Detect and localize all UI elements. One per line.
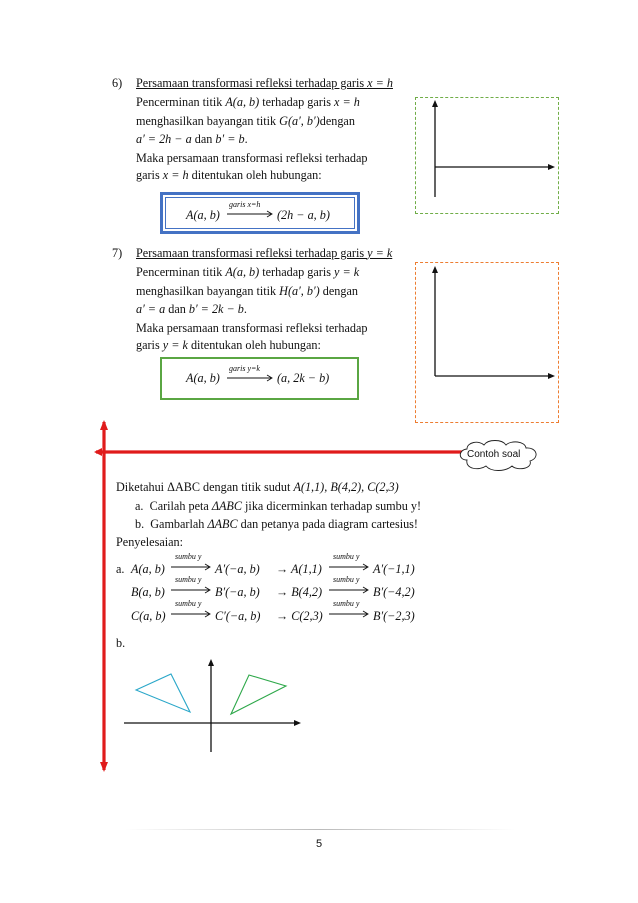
triangle-original [231,675,286,714]
mapping-row-2-arrow-label: sumbu y [175,575,202,584]
example-intro: Diketahui ΔABC dengan titik sudut A(1,1), B(4,2), C(2,3) [116,480,399,494]
mapping-row-3-arrow-label: sumbu y [175,599,202,608]
formula-6-right: (2h − a, b) [277,208,330,222]
triangle-image [136,674,190,712]
section-6-line-3: a′ = 2h − a dan b′ = b. [136,132,248,146]
section-6-line-4: Maka persamaan transformasi refleksi terhadap [136,151,368,165]
formula-6-left: A(a, b) [186,208,220,222]
section-6-number: 6) [112,76,123,90]
cartesian-diagram [118,656,308,756]
mapping-row-2-arrow2 [329,586,371,594]
mapping-row-2-left: B(a, b) [131,585,165,599]
section-6-line-2: menghasilkan bayangan titik G(a′, b′)dengan [136,114,355,128]
mapping-row-1-arrow-label: sumbu y [175,552,202,561]
mapping-row-2-right: B′(−4,2) [373,585,415,599]
mapping-row-3-arrow2-label: sumbu y [333,599,360,608]
mapping-row-2-arrow2-label: sumbu y [333,575,360,584]
formula-7-arrow-label: garis y=k [229,364,260,373]
section-7-number: 7) [112,246,123,260]
mapping-row-3-to: → C(2,3) [276,609,323,623]
mapping-row-3-mid: C′(−a, b) [215,609,261,623]
mapping-row-2-arrow [171,586,213,594]
formula-7-left: A(a, b) [186,371,220,385]
section-7-line-1: Pencerminan titik A(a, b) terhadap garis y = k [136,265,360,279]
page-number: 5 [315,838,323,850]
mapping-row-3-right: B′(−2,3) [373,609,415,623]
footer-rule [125,829,515,830]
question-b: b. Gambarlah ΔABC dan petanya pada diagram cartesius! [135,517,418,531]
question-a: a. Carilah peta ΔABC jika dicerminkan terhadap sumbu y! [135,499,422,513]
mapping-row-2-mid: B′(−a, b) [215,585,260,599]
mapping-row-1-right: A′(−1,1) [373,562,415,576]
mapping-row-1-arrow [171,563,213,571]
formula-6-arrow [227,210,275,218]
x-axis-arrowhead [294,720,301,726]
axes-graph-7 [415,262,559,423]
section-6-heading: Persamaan transformasi refleksi terhadap garis x = h [136,76,393,90]
formula-6-arrow-label: garis x=h [229,200,261,209]
answer-b-label: b. [116,636,126,650]
section-6-line-1: Pencerminan titik A(a, b) terhadap garis x = h [136,95,360,109]
example-cloud-label: Contoh soal [467,449,521,460]
section-6-line-5: garis x = h ditentukan oleh hubungan: [136,168,322,182]
mapping-row-3-arrow [171,610,213,618]
mapping-row-1-to: → A(1,1) [276,562,322,576]
mapping-row-3-arrow2 [329,610,371,618]
section-7-line-5: garis y = k ditentukan oleh hubungan: [136,338,321,352]
section-7-line-4: Maka persamaan transformasi refleksi terhadap [136,321,368,335]
axes-graph-6 [415,97,559,214]
mapping-row-3-left: C(a, b) [131,609,166,623]
section-7-heading: Persamaan transformasi refleksi terhadap garis y = k [136,246,393,260]
solution-label: Penyelesaian: [116,535,184,549]
answer-a-label: a. [116,562,125,576]
mapping-row-1-mid: A′(−a, b) [215,562,260,576]
section-7-line-3: a′ = a dan b′ = 2k − b. [136,302,247,316]
mapping-row-1-arrow2-label: sumbu y [333,552,360,561]
formula-7-arrow [227,374,275,382]
mapping-row-2-to: → B(4,2) [276,585,323,599]
section-7-line-2: menghasilkan bayangan titik H(a′, b′) dengan [136,284,358,298]
mapping-row-1-left: A(a, b) [131,562,165,576]
formula-7-right: (a, 2k − b) [277,371,330,385]
mapping-row-1-arrow2 [329,563,371,571]
y-axis-arrowhead [208,659,214,666]
